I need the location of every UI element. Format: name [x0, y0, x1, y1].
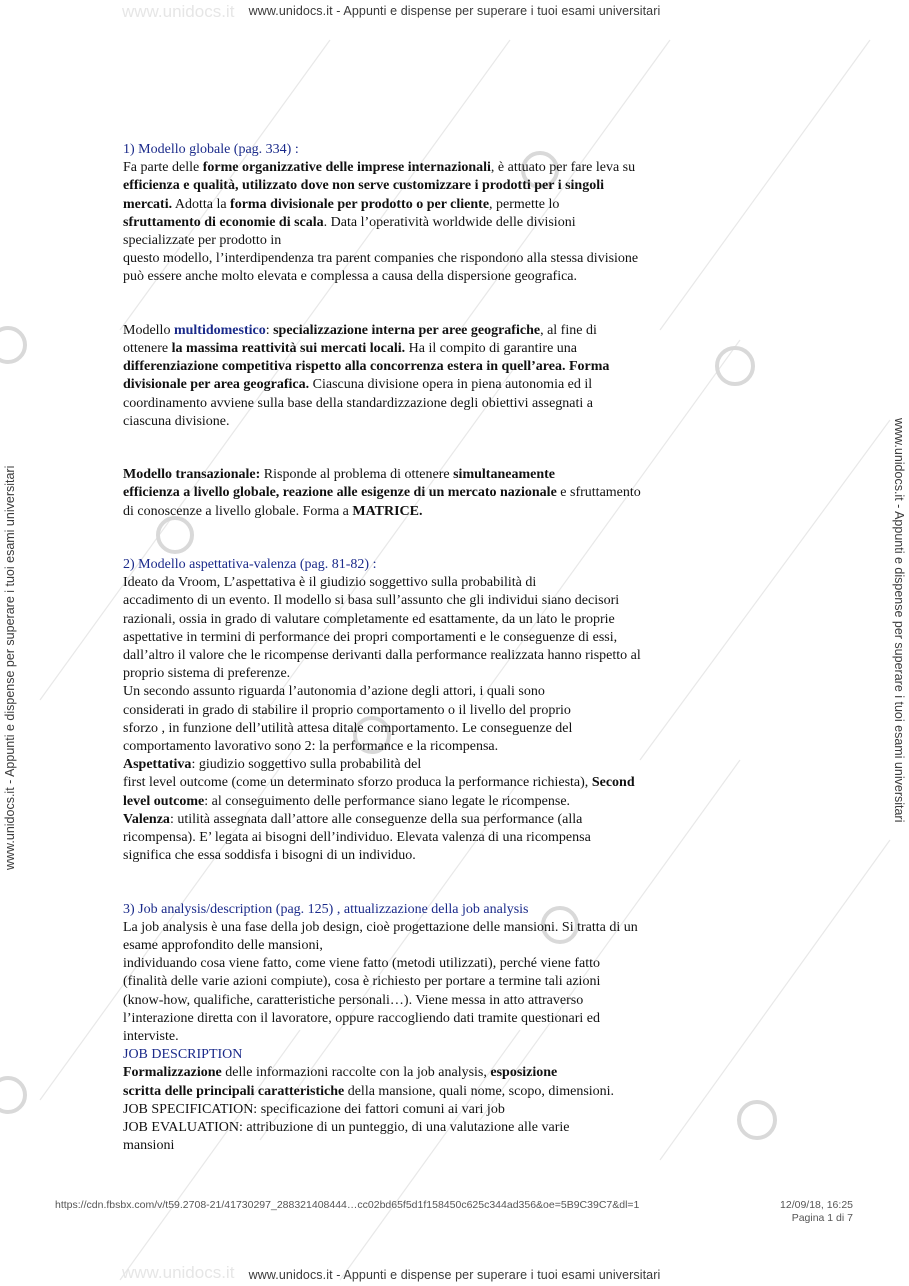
watermark-right: www.unidocs.it - Appunti e dispense per superare i tuoi esami universitari [892, 418, 906, 823]
paragraph-line: Un secondo assunto riguarda l’autonomia d’azione degli attori, i quali sono [123, 684, 545, 700]
faint-watermark-top: www.unidocs.it [122, 2, 235, 21]
paragraph-line: Modello multidomestico: specializzazione interna per aree geografiche, al fine di [123, 322, 597, 338]
paragraph-line: coordinamento avviene sulla base della standardizzazione degli obiettivi assegnati a [123, 395, 593, 411]
watermark-left: www.unidocs.it - Appunti e dispense per superare i tuoi esami universitari [3, 465, 17, 870]
paragraph-line: ricompensa). E’ legata ai bisogni dell’individuo. Elevata valenza di una ricompensa [123, 830, 591, 846]
footer-source-url: https://cdn.fbsbx.com/v/t59.2708-21/41730297_288321408444…cc02bd65f5d1f158450c625c344ad356&oe=5B9C39C7&dl=1 [55, 1199, 640, 1211]
paragraph-line: efficienza e qualità, utilizzato dove non serve customizzare i prodotti per i singoli [123, 178, 604, 194]
paragraph-line: aspettative in termini di performance dei propri comportamenti e le conseguenze di essi, [123, 629, 618, 645]
paragraph-line: l’interazione diretta con il lavoratore, oppure raccogliendo dati tramite questionari ed [123, 1010, 600, 1026]
paragraph-line: sforzo , in funzione dell’utilità attesa ditale comportamento. Le conseguenze del [123, 720, 573, 736]
paragraph-line: La job analysis è una fase della job design, cioè progettazione delle mansioni. Si tratta di un [123, 919, 638, 935]
paragraph-line: considerati in grado di stabilire il proprio comportamento o il livello del proprio [123, 702, 571, 718]
paragraph-line: Fa parte delle forme organizzative delle imprese internazionali, è attuato per fare leva su [123, 160, 636, 176]
paragraph-line: mansioni [123, 1138, 175, 1154]
subheading-job-description: JOB DESCRIPTION [123, 1047, 243, 1063]
paragraph-line: Valenza: utilità assegnata dall’attore alle conseguenze della sua performance (alla [123, 811, 583, 827]
paragraph-line: di conoscenze a livello globale. Forma a MATRICE. [123, 503, 423, 519]
paragraph-line: esame approfondito delle mansioni, [123, 938, 323, 954]
keyword-multidomestico: multidomestico [173, 322, 266, 338]
paragraph-line: interviste. [123, 1029, 179, 1045]
paragraph-line: divisionale per area geografica. Ciascuna divisione opera in piena autonomia ed il [123, 377, 593, 393]
paragraph-line: proprio sistema di preferenze. [123, 666, 291, 682]
footer-date: 12/09/18, 16:25 [780, 1199, 853, 1211]
paragraph-line: sfruttamento di economie di scala. Data l’operatività worldwide delle divisioni [123, 214, 576, 230]
paragraph-line: JOB EVALUATION: attribuzione di un punteggio, di una valutazione alle varie [123, 1120, 570, 1136]
paragraph-line: questo modello, l’interdipendenza tra parent companies che rispondono alla stessa divisione [123, 251, 639, 267]
paragraph-line: mercati. Adotta la forma divisionale per prodotto o per cliente, permette lo [123, 196, 560, 212]
paragraph-line: (know-how, qualifiche, caratteristiche personali…). Viene messa in atto attraverso [123, 992, 584, 1008]
paragraph-line: significa che essa soddisfa i bisogni di un individuo. [123, 848, 416, 864]
paragraph-line: JOB SPECIFICATION: specificazione dei fattori comuni ai vari job [123, 1101, 505, 1117]
document-body [123, 141, 723, 1156]
paragraph-line: Modello transazionale: Risponde al problema di ottenere simultaneamente [123, 467, 555, 483]
paragraph-line: (finalità delle varie azioni compiute), cosa è richiesto per portare a termine tali azioni [123, 974, 601, 990]
section-heading-job-analysis: 3) Job analysis/description (pag. 125) , attualizzazione della job analysis [123, 901, 529, 917]
paragraph-line: ottenere la massima reattività sui mercati locali. Ha il compito di garantire una [123, 341, 577, 357]
paragraph-line: Formalizzazione delle informazioni raccolte con la job analysis, esposizione [123, 1065, 558, 1081]
paragraph-line: Ideato da Vroom, L’aspettativa è il giudizio soggettivo sulla probabilità di [123, 575, 537, 591]
paragraph-line: level outcome: al conseguimento delle performance siano legate le ricompense. [123, 793, 571, 809]
paragraph-line: scritta delle principali caratteristiche della mansione, quali nome, scopo, dimensioni. [123, 1083, 615, 1099]
watermark-bottom: www.unidocs.it - Appunti e dispense per superare i tuoi esami universitari [248, 1268, 661, 1282]
paragraph-line: Aspettativa: giudizio soggettivo sulla probabilità del [123, 757, 422, 773]
faint-watermark-bottom: www.unidocs.it [122, 1263, 235, 1282]
section-heading-aspettativa-valenza: 2) Modello aspettativa-valenza (pag. 81-82) : [123, 557, 377, 573]
paragraph-line: può essere anche molto elevata e complessa a causa della dispersione geografica. [123, 269, 578, 285]
section-heading-modello-globale: 1) Modello globale (pag. 334) : [123, 142, 299, 157]
paragraph-line: first level outcome (come un determinato sforzo produca la performance richiesta), Second [123, 775, 635, 791]
paragraph-line: accadimento di un evento. Il modello si basa sull’assunto che gli individui siano decisori [123, 593, 620, 609]
footer-page-number: Pagina 1 di 7 [791, 1212, 853, 1224]
paragraph-line: differenziazione competitiva rispetto alla concorrenza estera in quell’area. Forma [123, 359, 610, 375]
paragraph-line: ciascuna divisione. [123, 413, 230, 429]
paragraph-line: efficienza a livello globale, reazione alle esigenze di un mercato nazionale e sfruttamento [123, 485, 641, 501]
paragraph-line: dall’altro il valore che le ricompense derivanti dalla performance realizzata hanno rispetto al [123, 648, 641, 664]
watermark-top: www.unidocs.it - Appunti e dispense per superare i tuoi esami universitari [248, 4, 661, 18]
paragraph-line: comportamento lavorativo sono 2: la performance e la ricompensa. [123, 739, 499, 755]
paragraph-line: individuando cosa viene fatto, come viene fatto (metodi utilizzati), perché viene fatto [123, 956, 600, 972]
footer-print-info [771, 1199, 853, 1225]
paragraph-line: specializzate per prodotto in [123, 233, 282, 249]
paragraph-line: razionali, ossia in grado di valutare completamente ed esattamente, da un lato le proprie [123, 611, 615, 627]
